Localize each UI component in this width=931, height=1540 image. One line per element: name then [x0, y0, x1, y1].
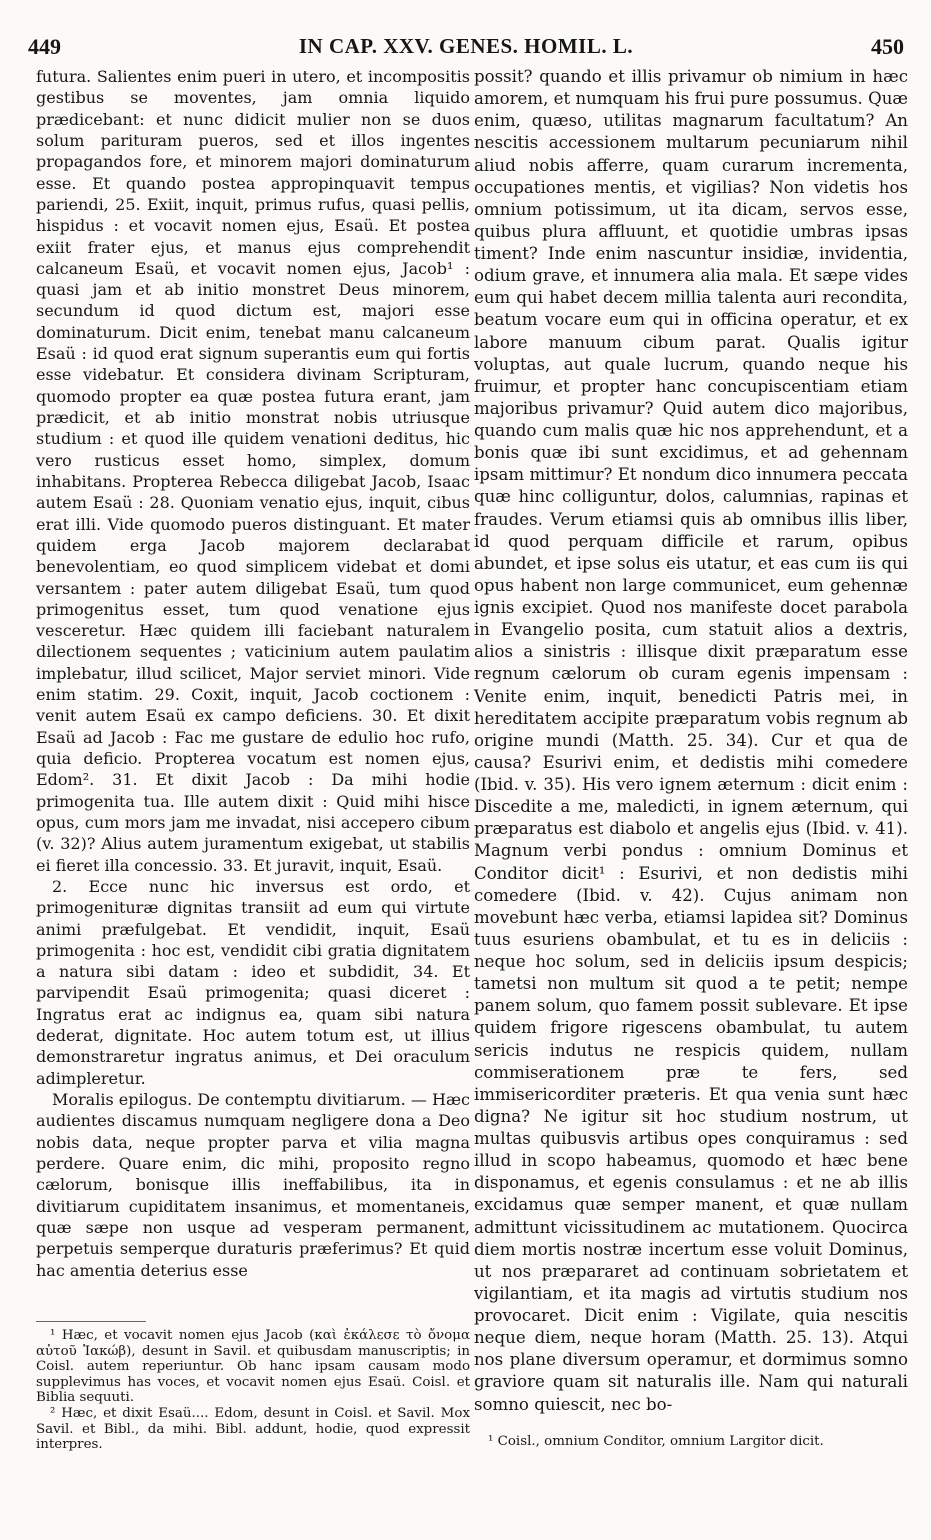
page-header [26, 34, 906, 64]
left-footnotes [36, 1328, 470, 1453]
left-page-number: 449 [28, 34, 61, 59]
right-paragraph-1: possit? quando et illis privamur ob nimium in hæc amorem, et numquam his frui pure possumus. Quæ enim, quæso, utilitas magnarum facultatum? An nescitis accessionem multarum pecuniarum nihil aliud nobis afferre, quam curarum incrementa, occupationes mentis, et vigilias? Non videtis hos omnium potissimum, ut ita dicam, servos esse, quibus plura affluunt, et quotidie umbras ipsas timent? Inde enim nascuntur insidiæ, invidentia, odium grave, et innumera alia mala. Et sæpe vides eum qui habet decem millia talenta auri recondita, beatum vocare eum qui in officina operatur, et ex labore manuum cibum parat. Qualis igitur voluptas, aut quale lucrum, quando neque his fruimur, et propter hanc concupiscentiam etiam majoribus privamur? Quid autem dico majoribus, quando cum malis quæ hic nos apprehendunt, et a bonis quæ ibi sunt excidimus, et ad gehennam ipsam mittimur? Et nondum dico innumera peccata quæ hinc colliguntur, dolos, calumnias, rapinas et fraudes. Verum etiamsi quis ab omnibus illis liber, id quod perquam difficile et rarum, opibus abundet, et ipse solus eis utatur, et eas cum iis qui opus habent non large communicet, eum gehennæ ignis excipiet. Quod nos manifeste docet parabola in Evangelio posita, cum statuit alios a dextris, alios a sinistris : illisque dixit præparatum esse regnum cælorum ob curam egenis impensam : Venite enim, inquit, benedicti Patris mei, in hereditatem accipite præparatum vobis regnum ab origine mundi (Matth. 25. 34). Cur et qua de causa? Esurivi enim, et dedistis mihi comedere (Ibid. v. 35). His vero ignem æternum : dicit enim : Discedite a me, maledicti, in ignem æternum, qui præparatus est diabolo et angelis ejus (Ibid. v. 41). Magnum verbi pondus : omnium Dominus et Conditor dicit¹ : Esurivi, et non dedistis mihi comedere (Ibid. v. 42). Cujus animam non movebunt hæc verba, etiamsi lapidea sit? Dominus tuus esuriens obambulat, et tu es in deliciis : neque hoc solum, sed in deliciis ipsum despicis; tametsi non multum sit quod a te petit; nempe panem solum, quo famem possit sublevare. Et ipse quidem frigore rigescens obambulat, tu autem sericis indutus ne respicis quidem, nullam commiserationem præ te fers, sed immisericorditer præteris. Et qua venia sunt hæc digna? Ne igitur sit hoc studium nostrum, ut multas quibusvis artibus opes conquiramus : sed illud in scopo habeamus, quomodo et hæc bene disponamus, et egenis consulamus : et ne ab illis excidamus quæ semper manent, et quæ nullam admittunt vicissitudinem ac mutationem. Quocirca diem mortis nostræ incertum esse voluit Dominus, ut nos præpararet ad continuam sobrietatem et vigilantiam, et ita magis ad virtutis studium nos provocaret. Dicit enim : Vigilate, quia nescitis neque diem, neque horam (Matth. 25. 13). Atqui nos plane diversum operamur, et dormimus somno graviore quam sit naturalis ille. Nam qui naturali somno quiescit, nec bo- [474, 67, 908, 1414]
right-footnotes [474, 1434, 908, 1450]
right-column [474, 66, 908, 1416]
left-column [36, 66, 470, 1281]
right-page-number: 450 [871, 34, 904, 59]
running-title: IN CAP. XXV. GENES. HOMIL. L. [298, 34, 634, 58]
left-paragraph-3: Moralis epilogus. De contemptu divitiarum. — Hæc audientes discamus numquam negligere dona a Deo nobis data, neque propter parva et vilia magna perdere. Quare enim, dic mihi, proposito regno cælorum, bonisque illis ineffabilibus, ita in divitiarum cupiditatem insanimus, et momentaneis, quæ sæpe non usque ad vesperam permanent, perpetuis semperque duraturis præferimus? Et quid hac amentia deterius esse [36, 1090, 470, 1280]
left-paragraph-2: 2. Ecce nunc hic inversus est ordo, et primogenituræ dignitas transiit ad eum qui virtute animi præfulgebat. Et vendidit, inquit, Esaü primogenita : hoc est, vendidit cibi gratia dignitatem a natura sibi datam : ideo et subdidit, 34. Et parvipendit Esaü primogenita; quasi diceret : Ingratus erat ac indignus ea, quam sibi natura dederat, dignitate. Hoc autem totum est, ut illius demonstraretur ingratus animus, et Dei oraculum adimpleretur. [36, 876, 470, 1088]
right-footnote-1: ¹ Coisl., omnium Conditor, omnium Largitor dicit. [488, 1434, 824, 1449]
left-footnote-1: ¹ Hæc, et vocavit nomen ejus Jacob (καὶ ἐκάλεσε τὸ ὄνομα αὐτοῦ Ἰακώβ), desunt in Savil. et quibusdam manuscriptis; in Coisl. autem reperiuntur. Ob hanc ipsam causam modo supplevimus has voces, et vocavit nomen ejus Esaü. Coisl. et Biblia sequuti. [36, 1328, 470, 1406]
left-paragraph-1: futura. Salientes enim pueri in utero, et incompositis gestibus se moventes, jam omnia liquido prædicebant: et nunc didicit mulier non se duos solum parituram pueros, sed et illos ingentes propagandos fore, et minorem majori dominaturum esse. Et quando postea appropinquavit tempus pariendi, 25. Exiit, inquit, primus rufus, quasi pellis, hispidus : et vocavit nomen ejus, Esaü. Et postea exiit frater ejus, et manus ejus comprehendit calcaneum Esaü, et vocavit nomen ejus, Jacob¹ : quasi jam et ab initio monstret Deus minorem, secundum id quod dictum est, majori esse dominaturum. Dicit enim, tenebat manu calcaneum Esaü : id quod erat signum superantis eum qui fortis esse videbatur. Et considera divinam Scripturam, quomodo propter ea quæ postea futura erant, jam prædicit, et ab initio monstrat nobis utriusque studium : et quod ille quidem venationi deditus, hic vero rusticus esset homo, simplex, domum inhabitans. Propterea Rebecca diligebat Jacob, Isaac autem Esaü : 28. Quoniam venatio ejus, inquit, cibus erat illi. Vide quomodo pueros distinguant. Et mater quidem erga Jacob majorem declarabat benevolentiam, eo quod simplicem videbat et domi versantem : pater autem diligebat Esaü, tum quod primogenitus esset, tum quod venatione ejus vesceretur. Hæc quidem illi faciebant naturalem dilectionem sequentes ; vaticinium autem paulatim implebatur, illud scilicet, Major serviet minori. Vide enim statim. 29. Coxit, inquit, Jacob coctionem : venit autem Esaü ex campo deficiens. 30. Et dixit Esaü ad Jacob : Fac me gustare de edulio hoc rufo, quia deficio. Propterea vocatum est nomen ejus, Edom². 31. Et dixit Jacob : Da mihi hodie primogenita tua. Ille autem dixit : Quid mihi hisce opus, cum mors jam me invadat, nisi accepero cibum (v. 32)? Alius autem juramentum exigebat, ut stabilis ei fieret illa concessio. 33. Et juravit, inquit, Esaü. [36, 67, 470, 875]
footnote-divider [36, 1321, 146, 1322]
left-footnote-2: ² Hæc, et dixit Esaü.... Edom, desunt in Coisl. et Savil. Mox Savil. et Bibl., da mihi. Bibl. addunt, hodie, quod expressit interpres. [36, 1405, 470, 1453]
